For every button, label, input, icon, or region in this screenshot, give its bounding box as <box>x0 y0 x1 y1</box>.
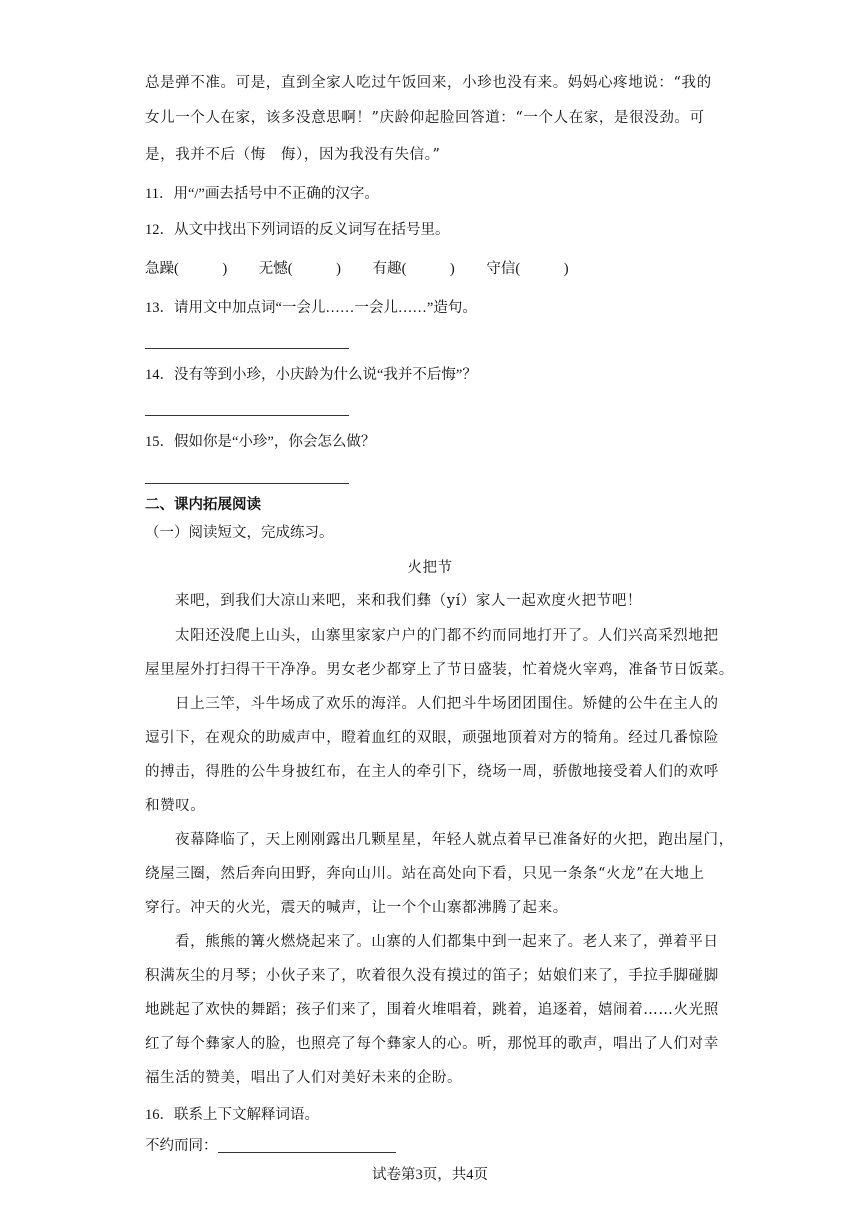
passage2-line-4: 日上三竿，斗牛场成了欢乐的海洋。人们把斗牛场团团围住。矫健的公牛在主人的 <box>175 696 719 712</box>
question-16-term: 不约而同： <box>145 1138 218 1154</box>
passage2-line-7: 和赞叹。 <box>145 798 206 814</box>
answer-line-16[interactable] <box>218 1152 396 1153</box>
section-subheading: （一）阅读短文，完成练习。 <box>145 525 334 541</box>
antonym-item-1[interactable]: 急躁( ) <box>145 261 228 277</box>
passage1-line-1: 总是弹不准。可是，直到全家人吃过午饭回来，小珍也没有来。妈妈心疼地说：“我的 <box>145 75 712 91</box>
passage2-line-3: 屋里屋外打扫得干干净净。男女老少都穿上了节日盛装，忙着烧火宰鸡，准备节日饭菜。 <box>145 662 734 678</box>
question-16: 16．联系上下文解释词语。 <box>145 1107 319 1123</box>
passage2-line-9: 绕屋三圈，然后奔向田野，奔向山川。站在高处向下看，只见一条条“火龙”在大地上 <box>145 866 705 882</box>
answer-line-13[interactable] <box>145 348 349 349</box>
passage2-line-5: 逗引下，在观众的助威声中，瞪着血红的双眼，顽强地顶着对方的犄角。经过几番惊险 <box>145 730 719 746</box>
passage2-line-1: 来吧，到我们大凉山来吧，来和我们彝（yí）家人一起欢度火把节吧！ <box>175 593 643 609</box>
passage2-line-10: 穿行。冲天的火光，震天的喊声，让一个个山寨都沸腾了起来。 <box>145 900 568 916</box>
passage-title: 火把节 <box>407 560 453 576</box>
antonym-item-4[interactable]: 守信( ) <box>486 261 569 277</box>
question-12: 12．从文中找出下列词语的反义词写在括号里。 <box>145 222 450 238</box>
page-footer: 试卷第3页，共4页 <box>372 1167 488 1183</box>
question-11: 11．用“/”画去括号中不正确的汉字。 <box>145 186 379 202</box>
passage2-line-11: 看，熊熊的篝火燃烧起来了。山寨的人们都集中到一起来了。老人来了，弹着平日 <box>175 934 719 950</box>
passage2-line-8: 夜幕降临了，天上刚刚露出几颗星星，年轻人就点着早已准备好的火把，跑出屋门， <box>175 832 734 848</box>
section-heading: 二、课内拓展阅读 <box>145 497 261 513</box>
passage1-line-3: 是，我并不后（悔 侮），因为我没有失信。” <box>145 147 441 163</box>
passage2-line-2: 太阳还没爬上山头，山寨里家家户户的门都不约而同地打开了。人们兴高采烈地把 <box>175 628 719 644</box>
passage2-line-14: 红了每个彝家人的脸，也照亮了每个彝家人的心。听，那悦耳的歌声，唱出了人们对幸 <box>145 1036 719 1052</box>
answer-line-15[interactable] <box>145 483 349 484</box>
question-15: 15．假如你是“小珍”，你会怎么做？ <box>145 434 376 450</box>
antonym-item-2[interactable]: 无憾( ) <box>258 261 341 277</box>
answer-line-14[interactable] <box>145 415 349 416</box>
passage2-line-12: 积满灰尘的月琴；小伙子来了，吹着很久没有摸过的笛子；姑娘们来了，手拉手脚碰脚 <box>145 968 719 984</box>
question-12-items <box>145 259 597 279</box>
passage2-line-15: 福生活的赞美，唱出了人们对美好未来的企盼。 <box>145 1070 463 1086</box>
question-14: 14．没有等到小珍，小庆龄为什么说“我并不后悔”？ <box>145 367 477 383</box>
question-13: 13．请用文中加点词“一会儿……一会儿……”造句。 <box>145 300 477 316</box>
antonym-item-3[interactable]: 有趣( ) <box>372 261 455 277</box>
passage2-line-6: 的搏击，得胜的公牛身披红布，在主人的牵引下，绕场一周，骄傲地接受着人们的欢呼 <box>145 764 719 780</box>
passage1-line-2: 女儿一个人在家，该多没意思啊！”庆龄仰起脸回答道：“一个人在家，是很没劲。可 <box>145 110 705 126</box>
passage2-line-13: 地跳起了欢快的舞蹈；孩子们来了，围着火堆唱着，跳着，追逐着，嬉闹着……火光照 <box>145 1002 719 1018</box>
